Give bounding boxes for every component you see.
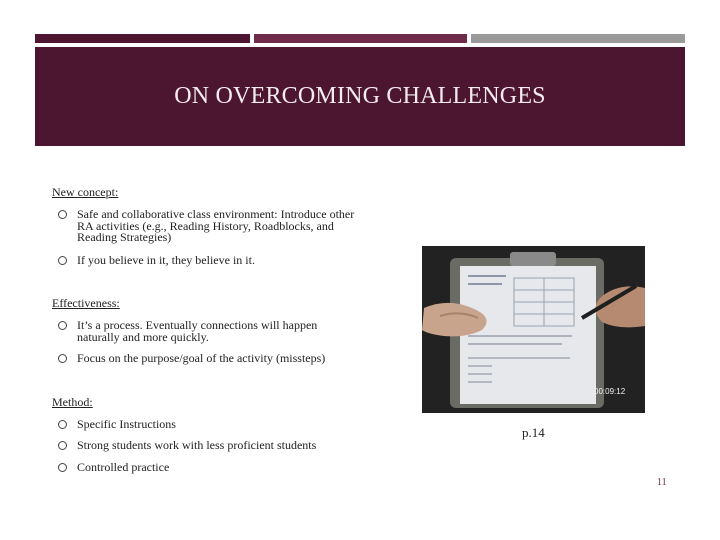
header-stripe-left [35, 34, 250, 43]
list-item-text: Controlled practice [77, 460, 170, 474]
section-heading-effectiveness: Effectiveness: [52, 296, 120, 310]
header-stripe-middle [254, 34, 467, 43]
list-item-text: Focus on the purpose/goal of the activity (missteps) [77, 351, 326, 365]
video-caption: p.14 [522, 425, 545, 440]
list-item [58, 440, 358, 452]
list-item [58, 353, 358, 365]
video-still-image [422, 246, 645, 413]
bullet-icon [58, 354, 67, 363]
list-item-text: Strong students work with less proficient students [77, 438, 317, 452]
list-item [58, 255, 358, 267]
slide-title: ON OVERCOMING CHALLENGES [174, 83, 546, 109]
header-stripe-right [471, 34, 685, 43]
list-item-text: Specific Instructions [77, 417, 176, 431]
bullet-icon [58, 210, 67, 219]
list-item [58, 419, 358, 431]
section-heading-new-concept: New concept: [52, 185, 119, 199]
list-item [58, 462, 358, 474]
list-item-text: If you believe in it, they believe in it. [77, 253, 255, 267]
list-item-text: It’s a process. Eventually connections will happen naturally and more quickly. [77, 318, 318, 344]
bullet-icon [58, 463, 67, 472]
bullet-icon [58, 321, 67, 330]
bullet-icon [58, 420, 67, 429]
title-banner [35, 47, 685, 146]
page-number: 11 [657, 477, 667, 488]
list-item [58, 320, 358, 343]
bullet-icon [58, 441, 67, 450]
bullet-icon [58, 256, 67, 265]
list-item [58, 209, 358, 244]
video-timestamp: 00:09:12 [594, 387, 626, 396]
list-item-text: Safe and collaborative class environment: Introduce other RA activities (e.g., Reading History, Roadblocks, and Reading Strategies) [77, 207, 355, 244]
video-frame[interactable] [422, 246, 645, 413]
section-heading-method: Method: [52, 395, 93, 409]
